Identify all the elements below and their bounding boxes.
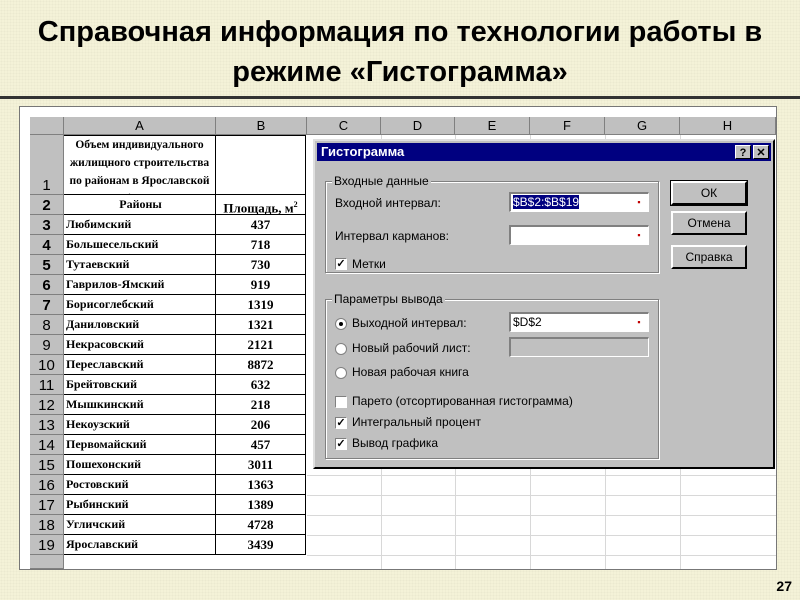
area-cell[interactable]: 8872	[216, 355, 306, 375]
bin-range-label: Интервал карманов:	[335, 229, 450, 243]
area-cell[interactable]: 919	[216, 275, 306, 295]
table-caption[interactable]: Объем индивидуального жилищного строительства по районам в Ярославской	[64, 135, 216, 195]
area-cell[interactable]: 1319	[216, 295, 306, 315]
district-cell[interactable]: Ярославский	[64, 535, 216, 555]
cancel-button[interactable]: Отмена	[671, 211, 747, 235]
district-cell[interactable]: Некрасовский	[64, 335, 216, 355]
row-header[interactable]: 7	[30, 295, 64, 315]
row-header[interactable]	[30, 555, 64, 569]
new-sheet-radio[interactable]	[335, 343, 347, 355]
column-title-area-sup: 2	[293, 200, 298, 209]
pareto-label: Парето (отсортированная гистограмма)	[352, 394, 573, 408]
district-cell[interactable]: Гаврилов-Ямский	[64, 275, 216, 295]
slide-title-line1: Справочная информация по технологии работы в	[37, 16, 763, 48]
collapse-dialog-icon[interactable]: ▪	[630, 194, 648, 210]
district-cell[interactable]: Даниловский	[64, 315, 216, 335]
slide-title	[0, 12, 800, 92]
row-header[interactable]: 11	[30, 375, 64, 395]
dialog-title: Гистограмма	[321, 144, 405, 159]
row-header[interactable]: 19	[30, 535, 64, 555]
area-cell[interactable]: 730	[216, 255, 306, 275]
histogram-dialog	[313, 139, 775, 469]
district-cell[interactable]: Мышкинский	[64, 395, 216, 415]
area-cell[interactable]: 3439	[216, 535, 306, 555]
column-header-h[interactable]: H	[680, 117, 776, 135]
output-range-label: Выходной интервал:	[352, 316, 467, 330]
row-header[interactable]: 9	[30, 335, 64, 355]
output-range-radio[interactable]	[335, 318, 347, 330]
area-cell[interactable]: 437	[216, 215, 306, 235]
row-header[interactable]: 10	[30, 355, 64, 375]
column-title-area-text: Площадь, м	[223, 200, 294, 215]
select-all-corner[interactable]	[30, 117, 64, 135]
area-cell[interactable]: 3011	[216, 455, 306, 475]
row-header[interactable]: 5	[30, 255, 64, 275]
input-range-field[interactable]	[509, 192, 649, 212]
column-header-f[interactable]: F	[530, 117, 605, 135]
chart-output-label: Вывод графика	[352, 436, 439, 450]
cumulative-label: Интегральный процент	[352, 415, 481, 429]
column-title-area[interactable]	[216, 195, 306, 215]
row-header[interactable]: 17	[30, 495, 64, 515]
row-header[interactable]: 1	[30, 135, 64, 195]
input-group-label: Входные данные	[334, 174, 429, 188]
gridline	[307, 515, 776, 516]
district-cell[interactable]: Борисоглебский	[64, 295, 216, 315]
output-group-label: Параметры вывода	[334, 292, 443, 306]
column-header-a[interactable]: A	[64, 117, 216, 135]
district-cell[interactable]: Пошехонский	[64, 455, 216, 475]
area-cell[interactable]: 206	[216, 415, 306, 435]
district-cell[interactable]: Рыбинский	[64, 495, 216, 515]
row-header[interactable]: 15	[30, 455, 64, 475]
row-header[interactable]: 14	[30, 435, 64, 455]
area-cell[interactable]: 218	[216, 395, 306, 415]
gridline	[307, 475, 776, 476]
collapse-dialog-icon[interactable]: ▪	[630, 314, 648, 330]
column-header-d[interactable]: D	[381, 117, 455, 135]
row-header[interactable]: 6	[30, 275, 64, 295]
district-cell[interactable]: Переславский	[64, 355, 216, 375]
help-button[interactable]: Справка	[671, 245, 747, 269]
new-book-radio[interactable]	[335, 367, 347, 379]
row-header[interactable]: 8	[30, 315, 64, 335]
title-divider	[0, 96, 800, 99]
new-sheet-field[interactable]	[509, 337, 649, 357]
close-icon[interactable]: ✕	[753, 145, 769, 159]
area-cell[interactable]: 632	[216, 375, 306, 395]
gridline	[307, 535, 776, 536]
new-book-label: Новая рабочая книга	[352, 365, 469, 379]
spreadsheet-screenshot	[19, 106, 777, 570]
area-cell[interactable]: 4728	[216, 515, 306, 535]
area-cell[interactable]: 718	[216, 235, 306, 255]
district-cell[interactable]: Первомайский	[64, 435, 216, 455]
input-range-value: $B$2:$B$19	[513, 195, 580, 209]
bin-range-field[interactable]	[509, 225, 649, 245]
row-header[interactable]: 13	[30, 415, 64, 435]
gridline	[307, 555, 776, 556]
column-header-e[interactable]: E	[455, 117, 530, 135]
new-sheet-label: Новый рабочий лист:	[352, 341, 471, 355]
output-range-field[interactable]	[509, 312, 649, 332]
district-cell[interactable]: Тутаевский	[64, 255, 216, 275]
labels-checkbox[interactable]: ✓	[336, 258, 346, 270]
input-range-label: Входной интервал:	[335, 196, 441, 210]
ok-button[interactable]: ОК	[671, 181, 747, 205]
empty-cell[interactable]	[216, 135, 306, 195]
cumulative-checkbox[interactable]: ✓	[336, 417, 346, 429]
column-header-c[interactable]: C	[307, 117, 381, 135]
area-cell[interactable]: 1389	[216, 495, 306, 515]
row-header[interactable]: 2	[30, 195, 64, 215]
output-range-value: $D$2	[513, 315, 542, 329]
column-header-b[interactable]: B	[216, 117, 307, 135]
district-cell[interactable]: Большесельский	[64, 235, 216, 255]
area-cell[interactable]: 1363	[216, 475, 306, 495]
row-header[interactable]: 12	[30, 395, 64, 415]
pareto-checkbox[interactable]	[335, 396, 347, 408]
district-cell[interactable]: Брейтовский	[64, 375, 216, 395]
labels-label: Метки	[352, 257, 386, 271]
collapse-dialog-icon[interactable]: ▪	[630, 227, 648, 243]
slide-title-line2: режиме «Гистограмма»	[232, 56, 568, 88]
district-cell[interactable]: Угличский	[64, 515, 216, 535]
area-cell[interactable]: 457	[216, 435, 306, 455]
help-icon[interactable]: ?	[735, 145, 751, 159]
slide-number: 27	[776, 578, 792, 594]
row-header[interactable]: 3	[30, 215, 64, 235]
row-header[interactable]: 16	[30, 475, 64, 495]
row-header[interactable]: 18	[30, 515, 64, 535]
dialog-titlebar[interactable]	[317, 143, 771, 161]
chart-output-checkbox[interactable]: ✓	[336, 438, 346, 450]
column-header-g[interactable]: G	[605, 117, 680, 135]
area-cell[interactable]: 2121	[216, 335, 306, 355]
gridline	[307, 495, 776, 496]
district-cell[interactable]: Ростовский	[64, 475, 216, 495]
area-cell[interactable]: 1321	[216, 315, 306, 335]
row-header[interactable]: 4	[30, 235, 64, 255]
district-cell[interactable]: Некоузский	[64, 415, 216, 435]
column-title-districts[interactable]: Районы	[64, 195, 216, 215]
district-cell[interactable]: Любимский	[64, 215, 216, 235]
